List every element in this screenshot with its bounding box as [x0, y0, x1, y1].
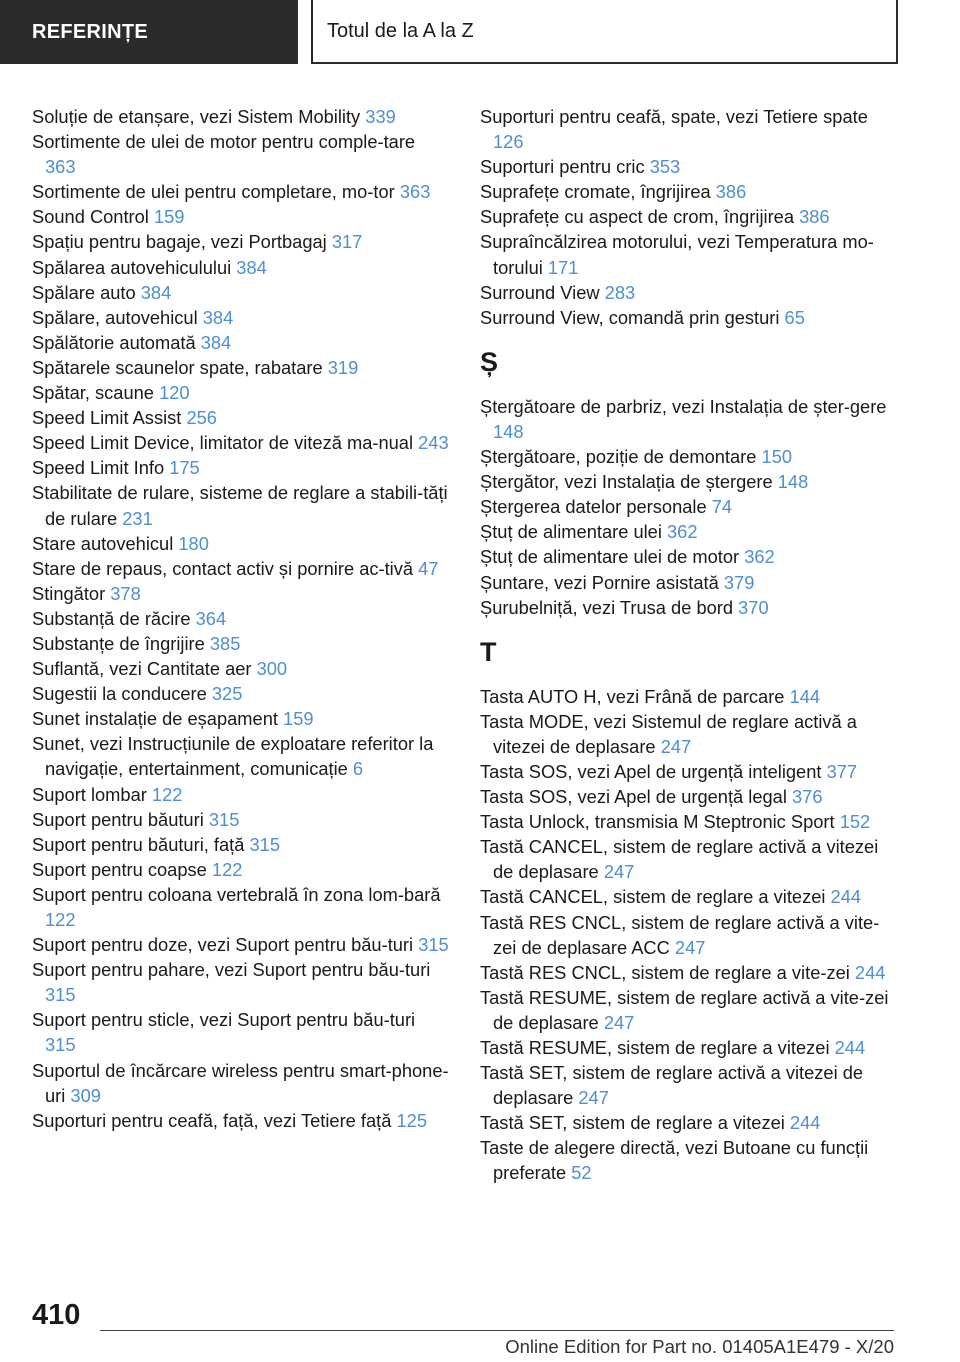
page-reference-link[interactable]: 315 — [249, 833, 281, 855]
index-group-s — [480, 104, 898, 330]
section-title: REFERINȚE — [32, 20, 149, 43]
page-reference-link[interactable]: 148 — [493, 420, 524, 442]
page-reference-link[interactable]: 378 — [110, 582, 141, 604]
index-entry — [480, 910, 898, 960]
index-entry — [480, 1060, 898, 1110]
page-reference-link[interactable]: 384 — [200, 331, 232, 353]
index-entry-text: Spălătorie automată — [32, 331, 196, 353]
index-entry-text: Surround View, comandă prin gesturi — [480, 306, 780, 328]
page-reference-link[interactable]: 283 — [604, 281, 636, 303]
index-entry-text: Substanță de răcire — [32, 607, 191, 629]
page-reference-link[interactable]: 247 — [674, 936, 706, 958]
page-reference-link[interactable]: 148 — [777, 471, 809, 493]
page-reference-link[interactable]: 125 — [396, 1109, 428, 1131]
index-entry-text: Suflantă, vezi Cantitate aer — [32, 658, 252, 680]
index-entry-text: Tasta MODE, vezi Sistemul de reglare activă a vitezei de deplasare — [480, 710, 857, 757]
index-entry-text: Sunet, vezi Instrucțiunile de exploatare referitor la navigație, entertainment, comunicație — [32, 733, 434, 780]
page-reference-link[interactable]: 300 — [256, 658, 288, 680]
page-reference-link[interactable]: 47 — [418, 557, 439, 579]
page-reference-link[interactable]: 384 — [236, 256, 267, 278]
index-entry-text: Spălarea autovehiculului — [32, 256, 232, 278]
index-column-left — [32, 104, 450, 1133]
index-entry — [480, 179, 898, 204]
page-reference-link[interactable]: 379 — [723, 571, 755, 593]
index-entry-text: Suport lombar — [32, 783, 147, 805]
index-entry-text: Tastă CANCEL, sistem de reglare activă a vitezei de deplasare — [480, 836, 879, 883]
index-entry-text: Spătarele scaunelor spate, rabatare — [32, 356, 323, 378]
index-entry — [32, 305, 450, 330]
index-entry — [32, 179, 450, 204]
page-reference-link[interactable]: 362 — [744, 546, 775, 568]
index-entry-text: Tasta AUTO H, vezi Frână de parcare — [480, 685, 785, 707]
index-column-right — [480, 104, 898, 1186]
index-entry — [480, 985, 898, 1035]
page-reference-link[interactable]: 386 — [799, 206, 830, 228]
index-entry-text: Tastă RES CNCL, sistem de reglare a vite-zei — [480, 961, 850, 983]
index-entry — [32, 380, 450, 405]
index-entry-text: Ștuț de alimentare ulei — [480, 521, 662, 543]
index-entry-text: Speed Limit Assist — [32, 407, 182, 429]
page-reference-link[interactable]: 315 — [45, 984, 76, 1006]
index-group-sh — [480, 394, 898, 620]
index-entry-text: Stabilitate de rulare, sisteme de reglare a stabili-tăți de rulare — [32, 482, 448, 529]
index-entry — [480, 519, 898, 544]
index-entry-text: Suporturi pentru cric — [480, 156, 645, 178]
index-entry-text: Suprafețe cromate, îngrijirea — [480, 181, 711, 203]
index-entry-text: Suport pentru coapse — [32, 858, 207, 880]
index-entry — [480, 154, 898, 179]
index-entry — [480, 834, 898, 884]
index-entry-text: Surround View — [480, 281, 600, 303]
index-entry — [32, 782, 450, 807]
index-entry-text: Suport pentru băuturi, față — [32, 833, 245, 855]
index-entry-text: Supraîncălzirea motorului, vezi Temperatura mo-torului — [480, 231, 874, 278]
index-entry — [32, 430, 450, 455]
index-entry — [32, 631, 450, 656]
index-entry-text: Tastă SET, sistem de reglare a vitezei — [480, 1112, 785, 1134]
index-entry-text: Spălare auto — [32, 281, 136, 303]
index-entry — [480, 809, 898, 834]
index-entry — [32, 882, 450, 932]
index-entry — [32, 556, 450, 581]
index-entry — [480, 494, 898, 519]
page-reference-link[interactable]: 171 — [547, 256, 579, 278]
index-entry-text: Spălare, autovehicul — [32, 306, 198, 328]
footer-edition-text: Online Edition for Part no. 01405A1E479 - X/20 — [505, 1336, 894, 1357]
index-entry-text: Speed Limit Device, limitator de viteză ma-nual — [32, 432, 414, 454]
index-entry-text: Tasta SOS, vezi Apel de urgență inteligent — [480, 760, 822, 782]
index-entry-text: Stare de repaus, contact activ și pornire ac-tivă — [32, 557, 414, 579]
index-entry-text: Ștergător, vezi Instalația de ștergere — [480, 471, 773, 493]
header-chapter-tab — [311, 0, 898, 64]
index-entry-text: Speed Limit Info — [32, 457, 165, 479]
index-entry — [480, 305, 898, 330]
chapter-title: Totul de la A la Z — [327, 19, 474, 42]
page-reference-link[interactable]: 339 — [365, 106, 396, 127]
index-entry — [32, 832, 450, 857]
index-entry — [32, 405, 450, 430]
index-entry — [480, 280, 898, 305]
index-entry-text: Tastă RES CNCL, sistem de reglare activă a vite-zei de deplasare ACC — [480, 911, 880, 958]
index-entry — [32, 581, 450, 606]
page-reference-link[interactable]: 175 — [169, 457, 200, 479]
index-entry — [32, 932, 450, 957]
index-entry-text: Taste de alegere directă, vezi Butoane cu funcții preferate — [480, 1137, 869, 1184]
index-entry — [480, 570, 898, 595]
index-entry — [32, 204, 450, 229]
index-entry-text: Suport pentru sticle, vezi Suport pentru bău-turi — [32, 1009, 416, 1031]
index-entry — [32, 731, 450, 781]
index-entry-text: Ștuț de alimentare ulei de motor — [480, 546, 740, 568]
page-reference-link[interactable]: 247 — [603, 1011, 635, 1033]
page-reference-link[interactable]: 159 — [283, 708, 314, 730]
page-reference-link[interactable]: 319 — [327, 356, 359, 378]
index-entry — [32, 656, 450, 681]
index-letter-heading: T — [480, 636, 497, 667]
index-entry — [480, 884, 898, 909]
index-entry-text: Șurubelniță, vezi Trusa de bord — [480, 596, 734, 618]
page-number: 410 — [32, 1299, 81, 1331]
page-reference-link[interactable]: 52 — [571, 1162, 592, 1184]
index-entry-text: Substanțe de îngrijire — [32, 632, 205, 654]
page-reference-link[interactable]: 244 — [834, 1037, 866, 1058]
index-entry — [480, 204, 898, 229]
page-reference-link[interactable]: 362 — [667, 521, 698, 543]
page-reference-link[interactable]: 122 — [45, 909, 76, 930]
index-entry — [32, 280, 450, 305]
page-reference-link[interactable]: 376 — [792, 786, 823, 808]
index-entry — [32, 1007, 450, 1057]
footer-divider — [100, 1330, 894, 1331]
index-entry — [32, 857, 450, 882]
index-entry-text: Suport pentru băuturi — [32, 808, 204, 830]
index-entry-text: Sunet instalație de eșapament — [32, 708, 278, 730]
index-letter-heading: Ș — [480, 346, 499, 377]
page-reference-link[interactable]: 363 — [399, 181, 431, 203]
page-reference-link[interactable]: 309 — [70, 1084, 101, 1106]
page-reference-link[interactable]: 386 — [715, 181, 747, 203]
index-entry-text: Sortimente de ulei de motor pentru comple-tare — [32, 131, 416, 153]
page-reference-link[interactable]: 325 — [211, 683, 243, 705]
index-entry-text: Tasta Unlock, transmisia M Steptronic Sport — [480, 811, 835, 833]
page-reference-link[interactable]: 247 — [660, 735, 692, 757]
index-entry — [32, 606, 450, 631]
index-entry — [480, 684, 898, 709]
index-entry — [32, 706, 450, 731]
page-reference-link[interactable]: 159 — [153, 206, 185, 228]
page-reference-link[interactable]: 74 — [711, 496, 733, 518]
index-entry — [480, 104, 898, 154]
index-entry — [32, 807, 450, 832]
index-entry — [32, 330, 450, 355]
index-entry — [480, 709, 898, 759]
index-entry — [480, 759, 898, 784]
page-reference-link[interactable]: 120 — [159, 382, 190, 404]
index-entry-text: Stare autovehicul — [32, 532, 174, 554]
page-reference-link[interactable]: 384 — [140, 281, 172, 303]
index-entry-text: Ștergătoare de parbriz, vezi Instalația de șter-gere — [480, 395, 887, 417]
header-section-tab — [0, 0, 298, 64]
page-reference-link[interactable]: 180 — [178, 532, 209, 554]
index-entry-text: Spătar, scaune — [32, 382, 154, 404]
index-entry-text: Suport pentru doze, vezi Suport pentru bău-turi — [32, 934, 414, 956]
page-reference-link[interactable]: 243 — [418, 432, 449, 454]
index-entry-text: Soluție de etanșare, vezi Sistem Mobility — [32, 106, 361, 127]
index-entry — [32, 681, 450, 706]
index-entry-text: Tastă RESUME, sistem de reglare a vitezei — [480, 1037, 830, 1058]
page-reference-link[interactable]: 247 — [578, 1087, 609, 1109]
page-reference-link[interactable]: 65 — [784, 306, 805, 328]
index-entry-text: Suporturi pentru ceafă, spate, vezi Tetiere spate — [480, 106, 868, 127]
index-entry-text: Tastă RESUME, sistem de reglare activă a vite-zei de deplasare — [480, 986, 889, 1033]
index-entry — [32, 229, 450, 254]
page-reference-link[interactable]: 315 — [418, 934, 449, 956]
page-reference-link[interactable]: 244 — [830, 886, 862, 908]
page-reference-link[interactable]: 247 — [603, 861, 635, 883]
index-entry — [32, 480, 450, 530]
page-reference-link[interactable]: 150 — [761, 446, 793, 468]
index-entry — [32, 455, 450, 480]
index-entry — [32, 1108, 450, 1133]
page-reference-link[interactable]: 370 — [738, 596, 769, 618]
index-entry-text: Tastă SET, sistem de reglare activă a vitezei de deplasare — [480, 1062, 864, 1109]
page-reference-link[interactable]: 315 — [208, 808, 240, 830]
page-reference-link[interactable]: 364 — [195, 607, 227, 629]
page-reference-link[interactable]: 244 — [854, 961, 886, 983]
index-entry-text: Sortimente de ulei pentru completare, mo-tor — [32, 181, 395, 203]
index-entry — [480, 544, 898, 569]
page-reference-link[interactable]: 363 — [45, 156, 76, 178]
page-reference-link[interactable]: 122 — [151, 783, 183, 805]
index-entry — [480, 1110, 898, 1135]
page-reference-link[interactable]: 384 — [202, 306, 234, 328]
page-reference-link[interactable]: 377 — [826, 760, 858, 782]
index-entry-text: Suport pentru pahare, vezi Suport pentru bău-turi — [32, 959, 431, 981]
index-entry-text: Șuntare, vezi Pornire asistată — [480, 571, 719, 593]
index-entry-text: Ștergătoare, poziție de demontare — [480, 446, 757, 468]
index-entry-text: Suport pentru coloana vertebrală în zona lom-bară — [32, 883, 441, 905]
index-entry — [480, 784, 898, 809]
index-entry-text: Ștergerea datelor personale — [480, 496, 707, 518]
index-entry-text: Spațiu pentru bagaje, vezi Portbagaj — [32, 231, 327, 253]
index-group-t — [480, 684, 898, 1186]
index-entry-text: Tasta SOS, vezi Apel de urgență legal — [480, 786, 787, 808]
index-entry — [32, 1058, 450, 1108]
page-reference-link[interactable]: 152 — [839, 811, 871, 833]
page-reference-link[interactable]: 353 — [649, 156, 681, 178]
index-entry-text: Stingător — [32, 582, 106, 604]
page-reference-link[interactable]: 144 — [789, 685, 821, 707]
index-entry — [480, 394, 898, 444]
index-entry — [480, 1135, 898, 1185]
index-entry-text: Tastă CANCEL, sistem de reglare a vitezei — [480, 886, 826, 908]
index-entry — [480, 1035, 898, 1060]
page-reference-link[interactable]: 122 — [211, 858, 243, 880]
page-reference-link[interactable]: 244 — [789, 1112, 821, 1134]
page-reference-link[interactable]: 385 — [209, 632, 241, 654]
page-reference-link[interactable]: 315 — [45, 1034, 76, 1056]
index-entry — [32, 129, 450, 179]
index-entry-text: Sugestii la conducere — [32, 683, 207, 705]
index-entry-text: Sound Control — [32, 206, 149, 228]
index-entry — [480, 469, 898, 494]
page-reference-link[interactable]: 317 — [331, 231, 363, 253]
index-entry — [480, 444, 898, 469]
index-entry-text: Suporturi pentru ceafă, față, vezi Tetiere față — [32, 1109, 392, 1131]
page-reference-link[interactable]: 231 — [122, 507, 153, 529]
index-entry — [32, 531, 450, 556]
page-reference-link[interactable]: 6 — [352, 758, 364, 780]
index-entry — [32, 104, 450, 129]
page-reference-link[interactable]: 256 — [186, 407, 217, 429]
index-entry — [480, 960, 898, 985]
index-entry — [32, 957, 450, 1007]
index-entry — [480, 595, 898, 620]
index-entry — [32, 355, 450, 380]
page-reference-link[interactable]: 126 — [493, 131, 524, 153]
index-entry — [32, 255, 450, 280]
index-entry-text: Suprafețe cu aspect de crom, îngrijirea — [480, 206, 794, 228]
index-entry — [480, 229, 898, 279]
index-entry-text: Suportul de încărcare wireless pentru smart-phone-uri — [32, 1059, 449, 1106]
